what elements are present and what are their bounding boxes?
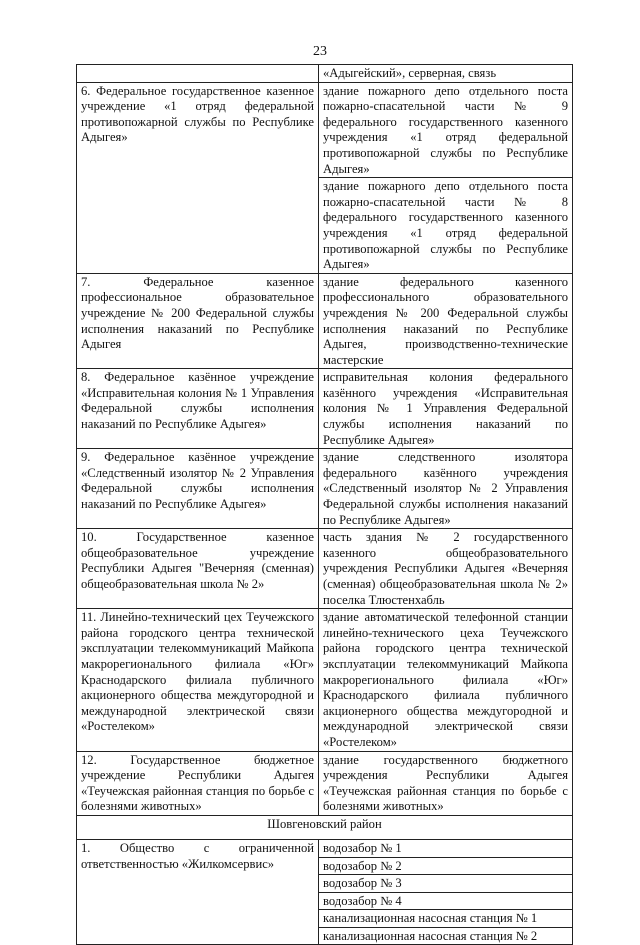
object-cell: «Адыгейский», серверная, связь <box>319 65 573 83</box>
object-cell: канализационная насосная станция № 1 <box>319 910 573 928</box>
object-cell: водозабор № 4 <box>319 892 573 910</box>
object-cell: здание автоматической телефонной станции линейно-технического цеха Теучежского района городского центра технической эксплуатации телекоммуникаций Майкопа макрорегионального филиала «Юг» Краснодарского филиала публичного акционерного общества междугородной и международной электрической связи «Ростелеком» <box>319 609 573 751</box>
org-cell: 11. Линейно-технический цех Теучежского района городского центра технической эксплуатации телекоммуникаций Майкопа макрорегионального филиала «Юг» Краснодарского филиала публичного акционерного общества междугородной и международной электрической связи «Ростелеком» <box>77 609 319 751</box>
org-cell: 1. Общество с ограниченной ответственностью «Жилкомсервис» <box>77 839 319 945</box>
table-row <box>77 369 573 449</box>
table-row <box>77 273 573 369</box>
org-cell: 9. Федеральное казённое учреждение «Следственный изолятор № 2 Управления Федеральной службы исполнения наказаний по Республике Адыгея» <box>77 449 319 529</box>
section-row <box>77 815 573 839</box>
object-cell: исправительная колония федерального казённого учреждения «Исправительная колония № 1 Управления Федеральной службы исполнения наказаний по Республике Адыгея» <box>319 369 573 449</box>
table-row <box>77 609 573 751</box>
table-row <box>77 449 573 529</box>
object-cell: здание пожарного депо отдельного поста пожарно-спасательной части № 8 федерального государственного казенного учреждения «1 отряд федеральной противопожарной службы по Республике Адыгея» <box>319 178 573 274</box>
object-cell: часть здания № 2 государственного казенного общеобразовательного учреждения Республики Адыгея «Вечерняя (сменная) общеобразовательная школа № 2» поселка Тлюстенхабль <box>319 529 573 609</box>
table-row <box>77 529 573 609</box>
org-cell <box>77 65 319 83</box>
table-row <box>77 82 573 178</box>
org-cell: 6. Федеральное государственное казенное учреждение «1 отряд федеральной противопожарной службы по Республике Адыгея» <box>77 82 319 273</box>
org-cell: 10. Государственное казенное общеобразовательное учреждение Республики Адыгея "Вечерняя (сменная) общеобразовательная школа № 2» <box>77 529 319 609</box>
table-row <box>77 65 573 83</box>
object-cell: здание следственного изолятора федерального казённого учреждения «Следственный изолятор № 2 Управления Федеральной службы исполнения наказаний по Республике Адыгея» <box>319 449 573 529</box>
object-cell: водозабор № 1 <box>319 839 573 857</box>
org-cell: 8. Федеральное казённое учреждение «Исправительная колония № 1 Управления Федеральной службы исполнения наказаний по Республике Адыгея» <box>77 369 319 449</box>
object-cell: водозабор № 3 <box>319 875 573 893</box>
page-number: 23 <box>313 44 327 59</box>
object-cell: здание федерального казенного профессионального образовательного учреждения № 200 Федеральной службы исполнения наказаний по Республике Адыгея, производственно-технические мастерские <box>319 273 573 369</box>
object-cell: водозабор № 2 <box>319 857 573 875</box>
table-row <box>77 751 573 815</box>
table-row <box>77 839 573 857</box>
org-cell: 12. Государственное бюджетное учреждение Республики Адыгея «Теучежская районная станция по борьбе с болезнями животных» <box>77 751 319 815</box>
object-cell: здание пожарного депо отдельного поста пожарно-спасательной части № 9 федерального государственного казенного учреждения «1 отряд федеральной противопожарной службы по Республике Адыгея» <box>319 82 573 178</box>
objects-table <box>76 64 573 945</box>
org-cell: 7. Федеральное казенное профессиональное образовательное учреждение № 200 Федеральной службы исполнения наказаний по Республике Адыгея <box>77 273 319 369</box>
object-cell: здание государственного бюджетного учреждения Республики Адыгея «Теучежская районная станция по борьбе с болезнями животных» <box>319 751 573 815</box>
object-cell: канализационная насосная станция № 2 <box>319 927 573 945</box>
section-title: Шовгеновский район <box>77 815 573 839</box>
